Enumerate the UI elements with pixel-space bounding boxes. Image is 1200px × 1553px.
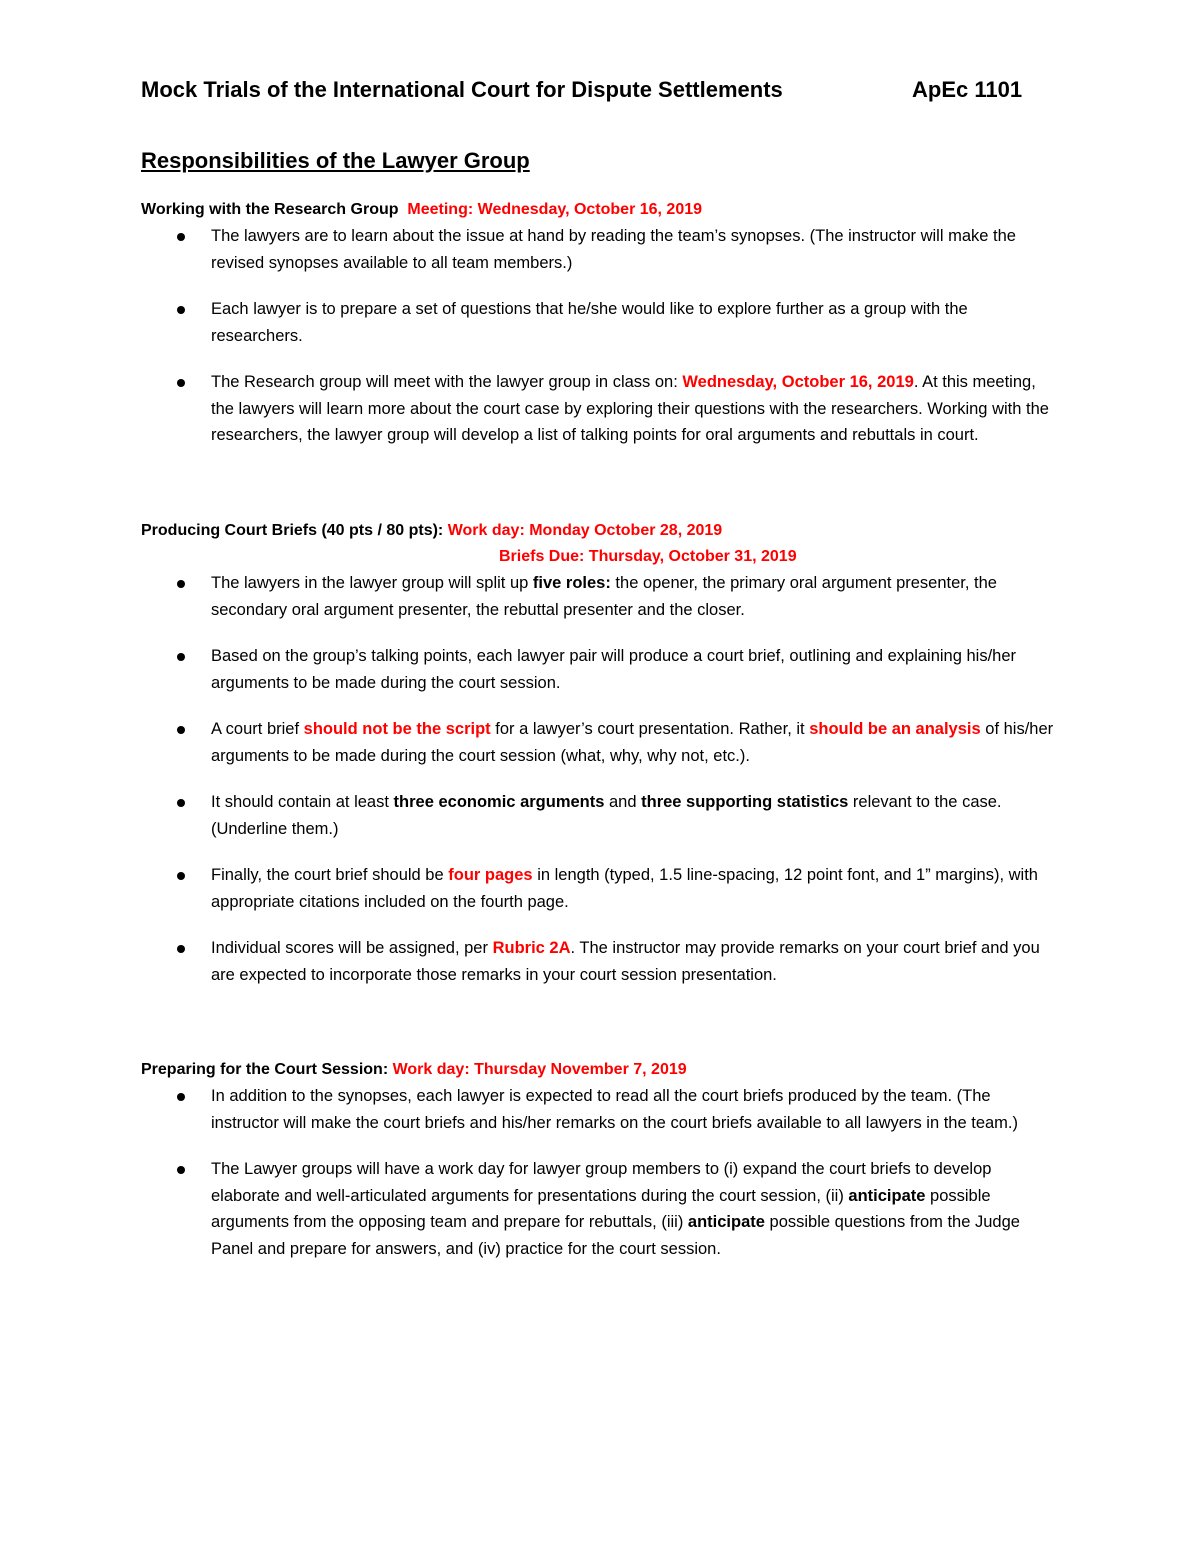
list-item bbox=[141, 1083, 1061, 1136]
document-title: Mock Trials of the International Court for Dispute Settlements bbox=[141, 77, 783, 102]
emphasis-text: anticipate bbox=[848, 1186, 926, 1205]
list-item bbox=[141, 570, 1061, 623]
bullet-icon bbox=[177, 726, 185, 734]
list-item bbox=[141, 369, 1061, 449]
section-heading-text: Preparing for the Court Session: bbox=[141, 1061, 389, 1078]
bullet-icon bbox=[177, 945, 185, 953]
list-item-text: The Lawyer groups will have a work day for lawyer group members to (i) expand the court briefs to develop elaborate and well-articulated arguments for presentations during the court session, (ii) bbox=[211, 1160, 992, 1205]
work-day-date: Work day: Thursday November 7, 2019 bbox=[392, 1061, 687, 1078]
list-item-text: It should contain at least bbox=[211, 793, 394, 811]
emphasis-text: five roles: bbox=[532, 574, 611, 592]
list-item-text: The lawyers in the lawyer group will split up bbox=[211, 574, 533, 592]
bullet-list bbox=[141, 1083, 1061, 1262]
list-item-text: possible questions from the Judge Panel and prepare for answers, and (iv) practice for the court session. bbox=[211, 1213, 1020, 1258]
document-header bbox=[141, 74, 1041, 106]
emphasis-text: three economic arguments bbox=[393, 793, 605, 811]
list-item-text: of his/her arguments to be made during the court session (what, why, why not, etc.). bbox=[211, 720, 1054, 765]
bullet-icon bbox=[177, 799, 185, 807]
bullet-list bbox=[141, 570, 1061, 988]
list-item bbox=[141, 862, 1061, 915]
list-item-text: relevant to the case. (Underline them.) bbox=[211, 793, 1002, 838]
briefs-due-line bbox=[141, 544, 1061, 570]
list-item bbox=[141, 296, 1061, 349]
section-heading bbox=[141, 1057, 1061, 1083]
section-court-briefs bbox=[141, 518, 1061, 1008]
rubric-reference: Rubric 2A bbox=[492, 939, 571, 957]
highlight-text: should be an analysis bbox=[809, 720, 981, 738]
list-item-text: for a lawyer’s court presentation. Rather, it bbox=[490, 720, 810, 738]
section-heading bbox=[141, 197, 1061, 223]
list-item-text: Each lawyer is to prepare a set of questions that he/she would like to explore further as a group with the researchers. bbox=[211, 300, 968, 345]
list-item-text: The lawyers are to learn about the issue at hand by reading the team’s synopses. (The instructor will make the revised synopses available to all team members.) bbox=[211, 227, 1016, 272]
document-subtitle: Responsibilities of the Lawyer Group bbox=[141, 148, 530, 173]
list-item-text: The Research group will meet with the lawyer group in class on: bbox=[211, 373, 683, 391]
bullet-icon bbox=[177, 872, 185, 880]
list-item-text: in length (typed, 1.5 line-spacing, 12 point font, and 1” margins), with appropriate citations included on the fourth page. bbox=[211, 866, 1038, 911]
list-item bbox=[141, 643, 1061, 696]
highlight-text: should not be the script bbox=[303, 720, 491, 738]
bullet-icon bbox=[177, 580, 185, 588]
section-court-session bbox=[141, 1057, 1061, 1282]
bullet-icon bbox=[177, 306, 185, 314]
bullet-icon bbox=[177, 233, 185, 241]
list-item bbox=[141, 716, 1061, 769]
work-day-date: Work day: Monday October 28, 2019 bbox=[447, 522, 723, 539]
section-heading-text: Producing Court Briefs (40 pts / 80 pts): bbox=[141, 522, 444, 539]
course-code: ApEc 1101 bbox=[912, 77, 1023, 102]
list-item-text: A court brief bbox=[211, 720, 304, 738]
bullet-icon bbox=[177, 1166, 185, 1174]
list-item-text: and bbox=[604, 793, 642, 811]
bullet-icon bbox=[177, 1093, 185, 1101]
briefs-due-date: Briefs Due: Thursday, October 31, 2019 bbox=[499, 548, 797, 565]
list-item-text: In addition to the synopses, each lawyer is expected to read all the court briefs produced by the team. (The instructor will make the court briefs and his/her remarks on the court briefs available to all lawyers in the team.) bbox=[211, 1087, 1019, 1132]
list-item-text: Individual scores will be assigned, per bbox=[211, 939, 493, 957]
list-item-text: the opener, the primary oral argument presenter, the secondary oral argument presenter, the rebuttal presenter and the closer. bbox=[211, 574, 997, 619]
list-item bbox=[141, 1156, 1061, 1262]
bullet-list bbox=[141, 223, 1061, 449]
list-item-text: . At this meeting, the lawyers will learn more about the court case by exploring their questions with the researchers. Working with the researchers, the lawyer group will develop a list of talking points for oral arguments and rebuttals in court. bbox=[211, 373, 1049, 444]
section-research-group bbox=[141, 197, 1061, 469]
highlight-date: Wednesday, October 16, 2019 bbox=[682, 373, 914, 391]
list-item bbox=[141, 789, 1061, 842]
list-item-text: Based on the group’s talking points, each lawyer pair will produce a court brief, outlining and explaining his/her arguments to be made during the court session. bbox=[211, 647, 1017, 692]
list-item bbox=[141, 223, 1061, 276]
emphasis-text: anticipate bbox=[687, 1213, 765, 1231]
section-heading bbox=[141, 518, 1061, 544]
list-item bbox=[141, 935, 1061, 988]
bullet-icon bbox=[177, 653, 185, 661]
bullet-icon bbox=[177, 379, 185, 387]
section-heading-text: Working with the Research Group bbox=[141, 201, 399, 218]
list-item-text: Finally, the court brief should be bbox=[211, 866, 449, 884]
highlight-text: four pages bbox=[448, 866, 533, 884]
list-item-text: . The instructor may provide remarks on your court brief and you are expected to incorporate those remarks in your court session presentation. bbox=[211, 939, 1040, 984]
meeting-date: Meeting: Wednesday, October 16, 2019 bbox=[407, 201, 703, 218]
list-item-text: possible arguments from the opposing team and prepare for rebuttals, (iii) bbox=[211, 1186, 991, 1231]
emphasis-text: three supporting statistics bbox=[641, 793, 849, 811]
